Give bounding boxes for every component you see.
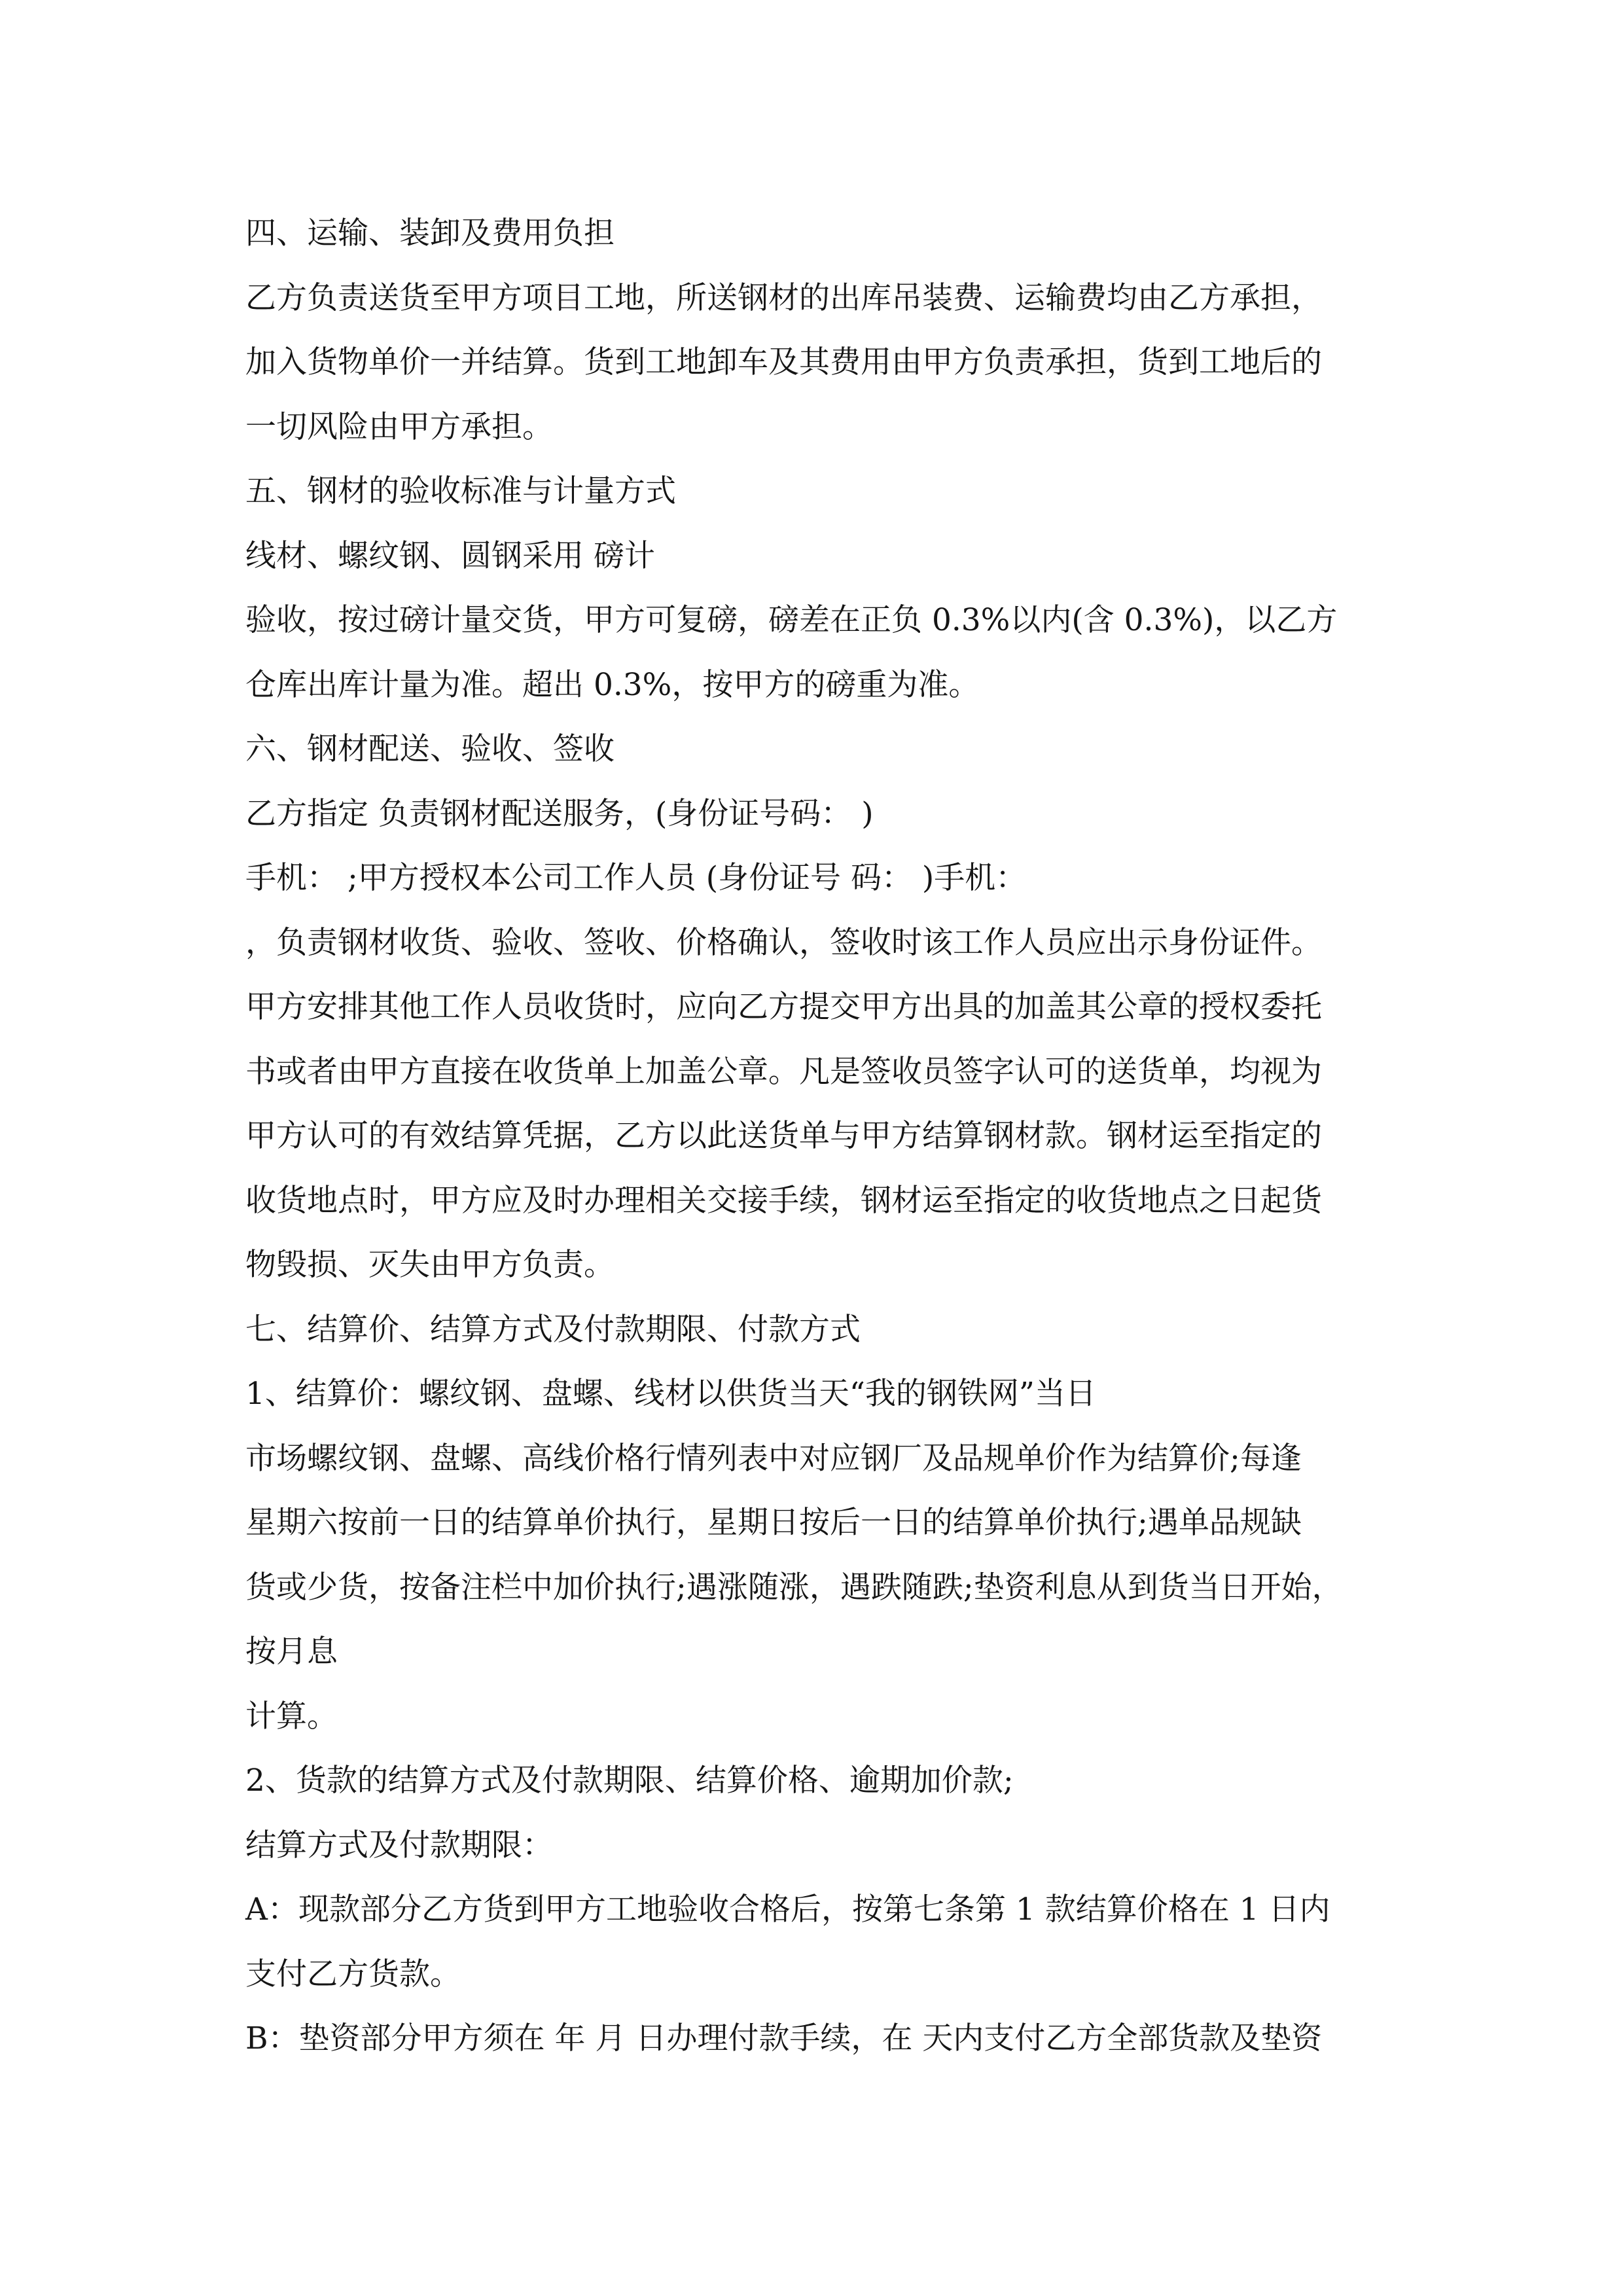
section-heading-delivery: 六、钢材配送、验收、签收 (245, 731, 615, 767)
paragraph-line: 收货地点时，甲方应及时办理相关交接手续，钢材运至指定的收货地点之日起货 (245, 1182, 1322, 1219)
paragraph-line: 市场螺纹钢、盘螺、高线价格行情列表中对应钢厂及品规单价作为结算价;每逢 (245, 1440, 1302, 1477)
paragraph-line: 星期六按前一日的结算单价执行，星期日按后一日的结算单价执行;遇单品规缺 (245, 1505, 1302, 1541)
paragraph-line: B：垫资部分甲方须在 年 月 日办理付款手续，在 天内支付乙方全部货款及垫资 (245, 2020, 1323, 2056)
paragraph-line: 按月息 (245, 1634, 338, 1670)
paragraph-line: 加入货物单价一并结算。货到工地卸车及其费用由甲方负责承担，货到工地后的 (245, 344, 1322, 380)
paragraph-line: 2、货款的结算方式及付款期限、结算价格、逾期加价款; (245, 1763, 1014, 1799)
paragraph-line: A：现款部分乙方货到甲方工地验收合格后，按第七条第 1 款结算价格在 1 日内 (245, 1892, 1330, 1928)
paragraph-line: 验收，按过磅计量交货，甲方可复磅，磅差在正负 0.3%以内(含 0.3%)，以乙方 (245, 602, 1338, 638)
paragraph-line: 乙方指定 负责钢材配送服务，(身份证号码： ) (245, 795, 874, 832)
section-heading-settlement: 七、结算价、结算方式及付款期限、付款方式 (245, 1311, 861, 1348)
paragraph-line: 乙方负责送货至甲方项目工地，所送钢材的出库吊装费、运输费均由乙方承担， (245, 279, 1322, 316)
paragraph-line: 线材、螺纹钢、圆钢采用 磅计 (245, 537, 655, 574)
paragraph-line: 书或者由甲方直接在收货单上加盖公章。凡是签收员签字认可的送货单，均视为 (245, 1053, 1322, 1090)
paragraph-line: 一切风险由甲方承担。 (245, 408, 553, 445)
paragraph-line: 结算方式及付款期限： (245, 1827, 553, 1863)
paragraph-line: 甲方认可的有效结算凭据，乙方以此送货单与甲方结算钢材款。钢材运至指定的 (245, 1118, 1322, 1154)
section-heading-transport: 四、运输、装卸及费用负担 (245, 215, 615, 251)
paragraph-line: 仓库出库计量为准。超出 0.3%，按甲方的磅重为准。 (245, 666, 980, 703)
paragraph-line: 物毁损、灭失由甲方负责。 (245, 1247, 615, 1283)
paragraph-line: 手机： ;甲方授权本公司工作人员 (身份证号 码： )手机： (245, 860, 1027, 896)
document-body (245, 202, 1397, 2072)
paragraph-line: 1、结算价：螺纹钢、盘螺、线材以供货当天“我的钢铁网”当日 (245, 1376, 1096, 1412)
paragraph-line: 支付乙方货款。 (245, 1956, 461, 1992)
paragraph-line: 计算。 (245, 1698, 338, 1734)
paragraph-line: 甲方安排其他工作人员收货时，应向乙方提交甲方出具的加盖其公章的授权委托 (245, 989, 1322, 1025)
paragraph-line: ，负责钢材收货、验收、签收、价格确认，签收时该工作人员应出示身份证件。 (245, 924, 1322, 961)
section-heading-inspection: 五、钢材的验收标准与计量方式 (245, 473, 676, 509)
paragraph-line: 货或少货，按备注栏中加价执行;遇涨随涨，遇跌随跌;垫资利息从到货当日开始， (245, 1569, 1343, 1605)
